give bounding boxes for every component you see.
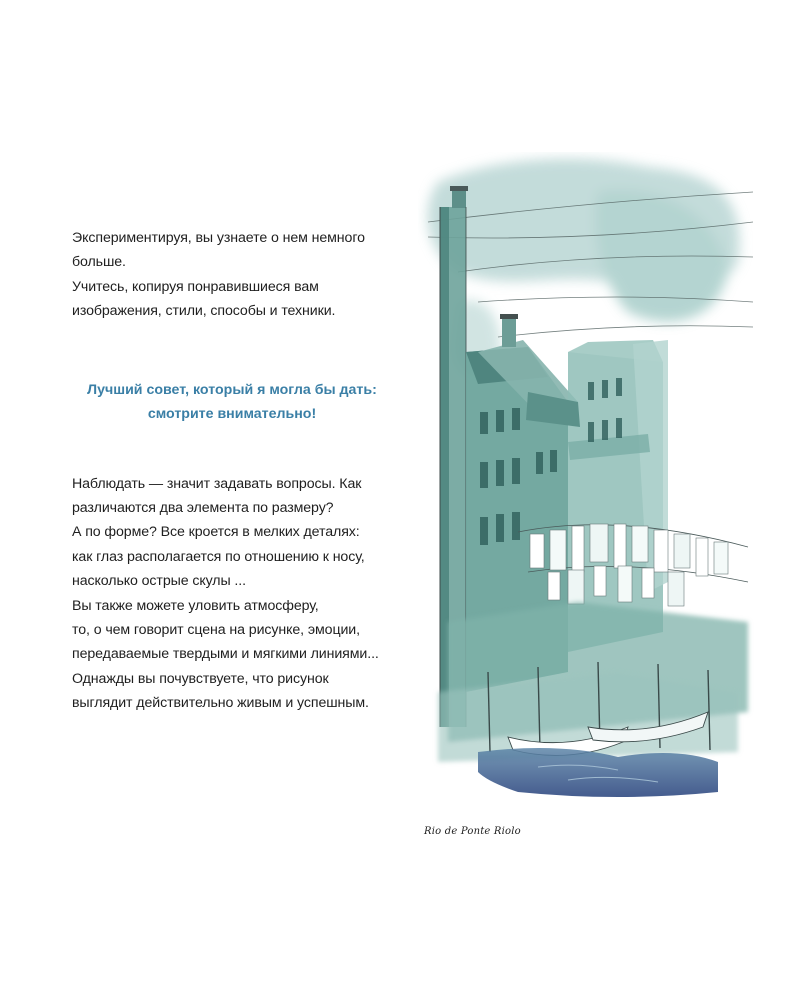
body-line: насколько острые скулы ...	[72, 573, 246, 590]
body-paragraph	[72, 472, 402, 716]
intro-line: Экспериментируя, вы узнаете о нем немного	[72, 230, 365, 246]
intro-line: больше.	[72, 254, 126, 271]
highlight-line: Лучший совет, который я могла бы дать:	[87, 381, 377, 398]
canal-water	[478, 748, 718, 797]
body-line: то, о чем говорит сцена на рисунке, эмоции,	[72, 622, 360, 639]
illustration-caption: Rio de Ponte Riolo	[424, 826, 521, 837]
body-line: А по форме? Все кроется в мелких деталях:	[72, 524, 360, 541]
text-column	[72, 226, 402, 716]
intro-line: изображения, стили, способы и техники.	[72, 303, 336, 320]
body-line: Вы также можете уловить атмосферу,	[72, 597, 319, 614]
body-line: различаются два элемента по размеру?	[72, 500, 334, 517]
highlight-line: смотрите внимательно!	[147, 405, 317, 422]
intro-line: Учитесь, копируя понравившиеся вам	[72, 278, 319, 295]
body-line: как глаз располагается по отношению к носу,	[72, 548, 365, 565]
body-line: выглядит действительно живым и успешным.	[72, 695, 369, 712]
body-line: Однажды вы почувствуете, что рисунок	[72, 670, 329, 687]
body-line: передаваемые твердыми и мягкими линиями...	[72, 646, 379, 663]
intro-paragraph	[72, 226, 402, 324]
body-line: Наблюдать — значит задавать вопросы. Как	[72, 475, 362, 492]
canal-watercolor-illustration	[418, 152, 760, 802]
highlight-quote	[72, 378, 392, 426]
